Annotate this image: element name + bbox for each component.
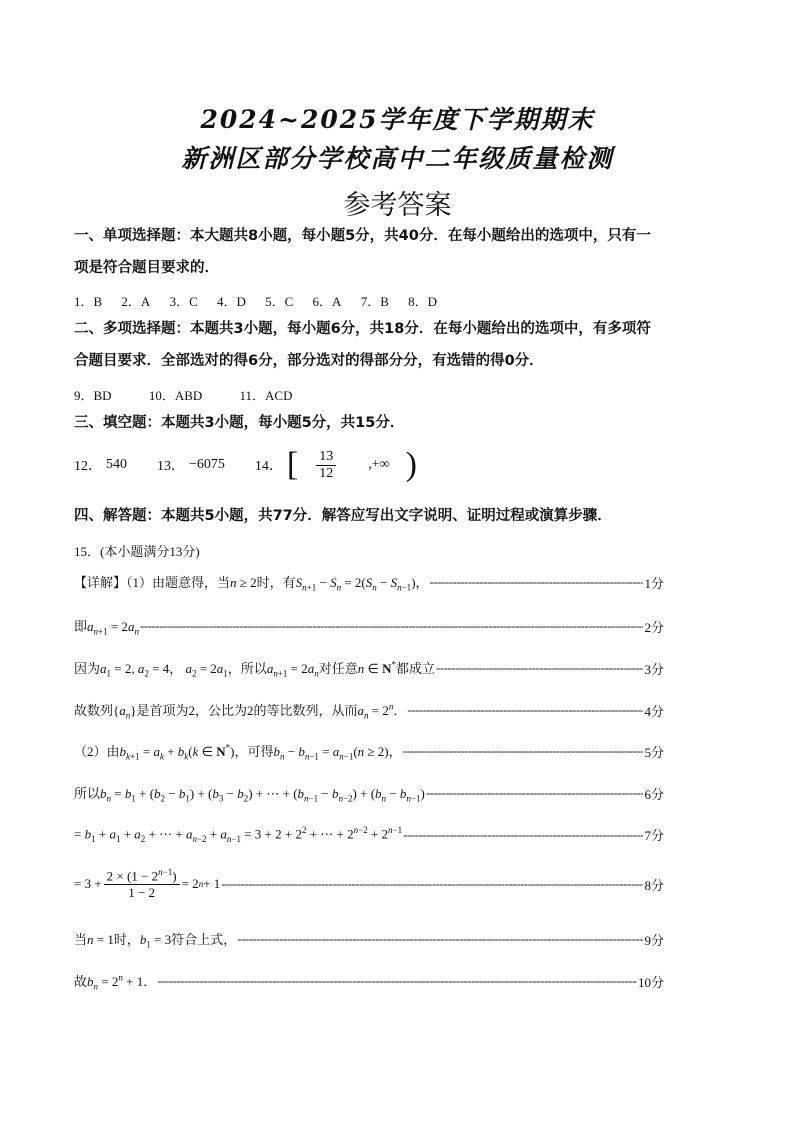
score-8: 8分	[644, 877, 664, 893]
title-line-1: 2024~2025学年度下学期期末	[200, 105, 595, 134]
answer-5: 5．C	[265, 294, 294, 309]
dash-leader	[430, 574, 644, 590]
dash-leader	[140, 618, 644, 634]
score-4: 4分	[644, 703, 664, 719]
section3-heading: 三、填空题：本题共3小题，每小题5分，共15分．	[74, 415, 405, 431]
solution-line-10: 故$b_n = 2^n + 1$． ----- 10分	[74, 971, 664, 992]
solution-line-3: 因为$a_1 = 2$, $a_2 = 4$， $a_2 = 2a_1$，所以$a_{n+1} = 2a_n$对任意n ∈ N*都成立 ----- 3分	[74, 658, 664, 679]
solution-line-3-text-c: 对任意	[318, 661, 358, 676]
dash-leader	[426, 785, 644, 801]
solution-line-2: 即$a_{n+1} = 2a_n$ ----- 2分	[74, 616, 664, 637]
solution-line-1-text: 【详解】（1）由题意得，当	[74, 575, 231, 590]
solution-line-5-text-b: ，可得	[234, 744, 274, 759]
score-9: 9分	[644, 932, 664, 948]
answer-14-fraction	[316, 449, 352, 482]
solution-line-4-text: 故数列	[74, 703, 114, 718]
answer-12-value: 540	[106, 457, 127, 472]
solution-line-4-text-b: 是首项为2，公比为2的等比数列，从而	[136, 703, 358, 718]
q15-header: 15．(本小题满分13分)	[74, 544, 200, 559]
solution-line-9-text: 当	[74, 932, 88, 947]
section2-heading-l1: 二、多项选择题：本题共3小题，每小题6分，共18分．在每小题给出的选项中，有多项符	[74, 321, 651, 337]
answer-2: 2．A	[121, 294, 151, 309]
answer-8: 8．D	[408, 294, 437, 309]
answer-7: 7．B	[360, 294, 389, 309]
dash-leader	[436, 660, 644, 676]
answer-14-open-bracket: [	[286, 446, 299, 483]
title-line-3: 参考答案	[343, 190, 452, 221]
section3-answers	[74, 446, 433, 484]
answer-11: 11．ACD	[239, 388, 293, 403]
answer-3: 3．C	[169, 294, 198, 309]
solution-line-7: = $b_1 + a_1 + a_2$ + ⋯ + $a_{n-2} + a_{n-1} = 3 + 2 + 2^2$ + ⋯ + $2^{n-2} + 2^{n-1}$ ----- 7分	[74, 825, 664, 844]
solution-line-1: 【详解】（1）由题意得，当n ≥ 2时，有$S_{n+1} - S_n = 2(S_n - S_{n-1})$， ----- 1分	[74, 572, 664, 593]
solution-line-3-text-d: 都成立	[395, 661, 435, 676]
dash-leader	[407, 702, 643, 718]
score-7: 7分	[644, 828, 664, 843]
section1-heading-l2: 项是符合题目要求的．	[74, 260, 219, 276]
section1-heading-l1: 一、单项选择题：本大题共8小题，每小题5分，共40分．在每小题给出的选项中，只有一	[74, 228, 651, 244]
solution-line-4: 故数列$\{a_n\}$是首项为2，公比为2的等比数列，从而$a_n = 2^n$． ----- 4分	[74, 700, 664, 721]
answer-14-denominator: 12	[319, 465, 334, 481]
solution-line-9: 当n = 1时，$b_1 = 3$符合上式， ----- 9分	[74, 929, 664, 950]
section1-heading	[74, 220, 734, 284]
score-1: 1分	[644, 575, 664, 591]
dash-leader	[403, 827, 643, 843]
answer-12-label: 12．	[74, 459, 102, 474]
section1-answers	[74, 291, 453, 310]
solution-line-5: （2）由$b_{k+1} = a_k + b_k(k$ ∈ N*)，可得$b_n - b_{n-1} = a_{n-1}(n \ge 2)$， ----- 5分	[74, 741, 664, 762]
dash-leader	[403, 743, 644, 759]
score-6: 6分	[644, 786, 664, 802]
dash-leader	[237, 931, 643, 947]
score-5: 5分	[644, 744, 664, 760]
solution-line-8: = 3 + $\frac{2 \times (1 - 2^{n-1})}{1 - 2}$ = 2 n + 1 ----- 8分	[74, 862, 664, 906]
section2-heading-l2: 合题目要求．全部选对的得6分，部分选对的得部分分，有选错的得0分．	[74, 353, 544, 369]
answer-13-value: −6075	[189, 457, 225, 472]
solution-line-9-text-b: 时，	[113, 932, 140, 947]
answer-14-close-bracket: )	[405, 446, 417, 483]
answer-13-label: 13．	[157, 459, 185, 474]
answer-14-label: 14．	[254, 459, 283, 474]
answer-1: 1．B	[74, 294, 103, 309]
dash-leader	[157, 973, 637, 989]
solution-line-5-text: （2）由	[74, 744, 120, 759]
solution-line-6: 所以$b_n = b_1 + (b_2 - b_1) + (b_3 - b_2)$ + ⋯ + $(b_{n-1} - b_{n-2}) + (b_n - b_{n-1})$ ----- 6分	[74, 783, 664, 804]
solution-line-3-text: 因为	[74, 661, 101, 676]
answer-9: 9．BD	[74, 388, 112, 403]
section4-heading: 四、解答题：本题共5小题，共77分．解答应写出文字说明、证明过程或演算步骤．	[74, 508, 612, 524]
score-3: 3分	[644, 661, 664, 677]
answer-10: 10．ABD	[148, 388, 203, 403]
solution-line-3-text-b: ，所以	[227, 661, 267, 676]
score-10: 10分	[637, 974, 664, 990]
solution-line-2-text: 即	[74, 619, 88, 634]
solution-line-1-text-b: 时，有	[256, 575, 296, 590]
solution-line-10-text: 故	[74, 974, 88, 989]
section2-answers	[74, 385, 308, 404]
score-2: 2分	[644, 619, 664, 635]
answer-14-rest: ,+∞	[368, 457, 390, 472]
answer-6: 6．A	[312, 294, 342, 309]
answer-14-numerator: 13	[316, 449, 336, 466]
dash-leader	[221, 876, 643, 892]
solution-line-6-text: 所以	[74, 786, 101, 801]
answer-4: 4．D	[216, 294, 246, 309]
solution-line-9-text-c: 符合上式，	[171, 932, 237, 947]
sum-fraction: $\frac{2 \times (1 - 2^{n-1})}{1 - 2}$	[104, 867, 180, 901]
title-line-2: 新洲区部分学校高中二年级质量检测	[181, 144, 614, 173]
section2-heading	[74, 313, 734, 377]
